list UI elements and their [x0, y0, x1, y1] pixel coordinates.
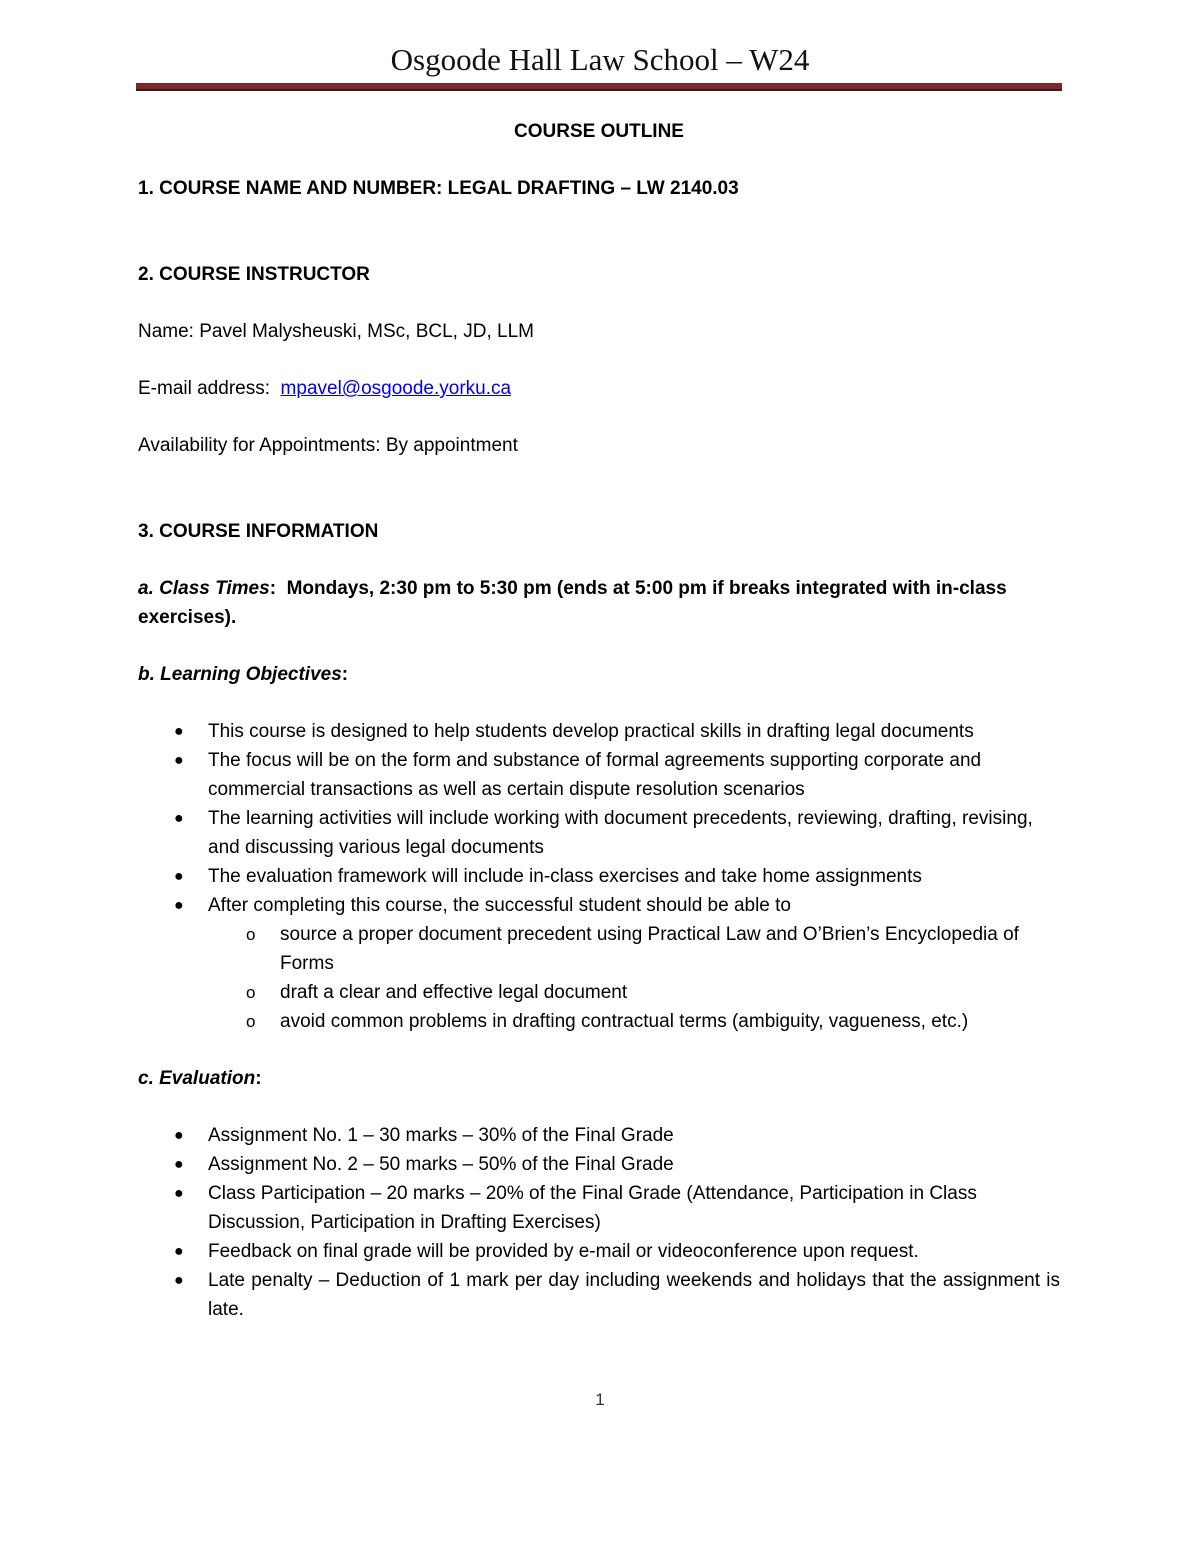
list-item-text: This course is designed to help students develop practical skills in drafting legal documents	[208, 721, 974, 742]
bullet-icon: ●	[174, 1127, 184, 1144]
list-item	[138, 717, 1060, 746]
document-body	[138, 117, 1060, 1324]
list-item	[138, 1179, 1060, 1237]
list-item	[138, 804, 1060, 862]
evaluation-separator: :	[255, 1068, 262, 1089]
list-item	[138, 746, 1060, 804]
email-link[interactable]: mpavel@osgoode.yorku.ca	[280, 378, 512, 399]
learning-objectives-separator: :	[341, 664, 349, 685]
outline-heading: COURSE OUTLINE	[514, 121, 684, 142]
list-item-text: The focus will be on the form and substance of formal agreements supporting corporate and commercial transactions as well as certain dispute resolution scenarios	[208, 750, 982, 800]
bullet-icon: ●	[174, 1185, 184, 1202]
bullet-icon: ●	[174, 1272, 184, 1289]
bullet-icon: ●	[174, 810, 184, 827]
list-item-text: The learning activities will include working with document precedents, reviewing, drafting, revising, and discussing various legal documents	[208, 808, 1033, 858]
list-item	[138, 862, 1060, 891]
circle-bullet-icon: o	[246, 925, 256, 944]
instructor-name: Name: Pavel Malysheuski, MSc, BCL, JD, LLM	[138, 321, 534, 342]
bullet-icon: ●	[174, 897, 184, 914]
email-label: E-mail address:	[138, 378, 281, 399]
list-item	[138, 1121, 1060, 1150]
list-item-text: Feedback on final grade will be provided by e-mail or videoconference upon request.	[208, 1241, 919, 1262]
sub-objectives-list	[138, 920, 1060, 1036]
class-times-text: Mondays, 2:30 pm to 5:30 pm (ends at 5:00 pm if breaks integrated with in-class exercises).	[138, 578, 1007, 628]
class-times-separator: :	[269, 578, 287, 599]
section-3-heading: 3. COURSE INFORMATION	[138, 521, 379, 542]
bullet-icon: ●	[174, 1243, 184, 1260]
objectives-list	[138, 717, 1060, 920]
list-item-text: The evaluation framework will include in-class exercises and take home assignments	[208, 866, 922, 887]
list-item-text: Late penalty – Deduction of 1 mark per day including weekends and holidays that the assignment is late.	[208, 1270, 1060, 1320]
circle-bullet-icon: o	[246, 1012, 256, 1031]
list-item-text: After completing this course, the successful student should be able to	[208, 895, 791, 916]
page-number: 1	[595, 1390, 605, 1409]
bullet-icon: ●	[174, 752, 184, 769]
evaluation-heading	[138, 1064, 1060, 1093]
class-times-label: a. Class Times	[138, 578, 270, 599]
bullet-icon: ●	[174, 868, 184, 885]
email-line	[138, 374, 1060, 403]
bullet-icon: ●	[174, 723, 184, 740]
section-2-heading: 2. COURSE INSTRUCTOR	[138, 264, 370, 285]
circle-bullet-icon: o	[246, 983, 256, 1002]
sub-list-item-text: source a proper document precedent using Practical Law and O’Brien’s Encyclopedia of Forms	[280, 924, 1019, 974]
sub-list-item-text: draft a clear and effective legal document	[280, 982, 628, 1003]
list-item-text: Class Participation – 20 marks – 20% of the Final Grade (Attendance, Participation in Class Discussion, Participation in Drafting Exercises)	[208, 1183, 977, 1233]
availability-line: Availability for Appointments: By appointment	[138, 435, 518, 456]
list-item-text: Assignment No. 2 – 50 marks – 50% of the Final Grade	[208, 1154, 674, 1175]
header-title: Osgoode Hall Law School – W24	[390, 42, 810, 77]
section-1-heading: 1. COURSE NAME AND NUMBER: LEGAL DRAFTING – LW 2140.03	[138, 178, 739, 199]
list-item	[138, 1266, 1060, 1324]
sub-list-item-text: avoid common problems in drafting contractual terms (ambiguity, vagueness, etc.)	[280, 1011, 969, 1032]
sub-list-item	[138, 978, 1060, 1007]
list-item	[138, 891, 1060, 920]
bullet-icon: ●	[174, 1156, 184, 1173]
class-times	[138, 574, 1060, 632]
sub-list-item	[138, 920, 1060, 978]
evaluation-list	[138, 1121, 1060, 1324]
learning-objectives-label: b. Learning Objectives	[138, 664, 342, 685]
list-item-text: Assignment No. 1 – 30 marks – 30% of the Final Grade	[208, 1125, 674, 1146]
learning-objectives-heading	[138, 660, 1060, 689]
evaluation-label: c. Evaluation	[138, 1068, 256, 1089]
list-item	[138, 1237, 1060, 1266]
sub-list-item	[138, 1007, 1060, 1036]
list-item	[138, 1150, 1060, 1179]
header-rule	[136, 83, 1062, 91]
